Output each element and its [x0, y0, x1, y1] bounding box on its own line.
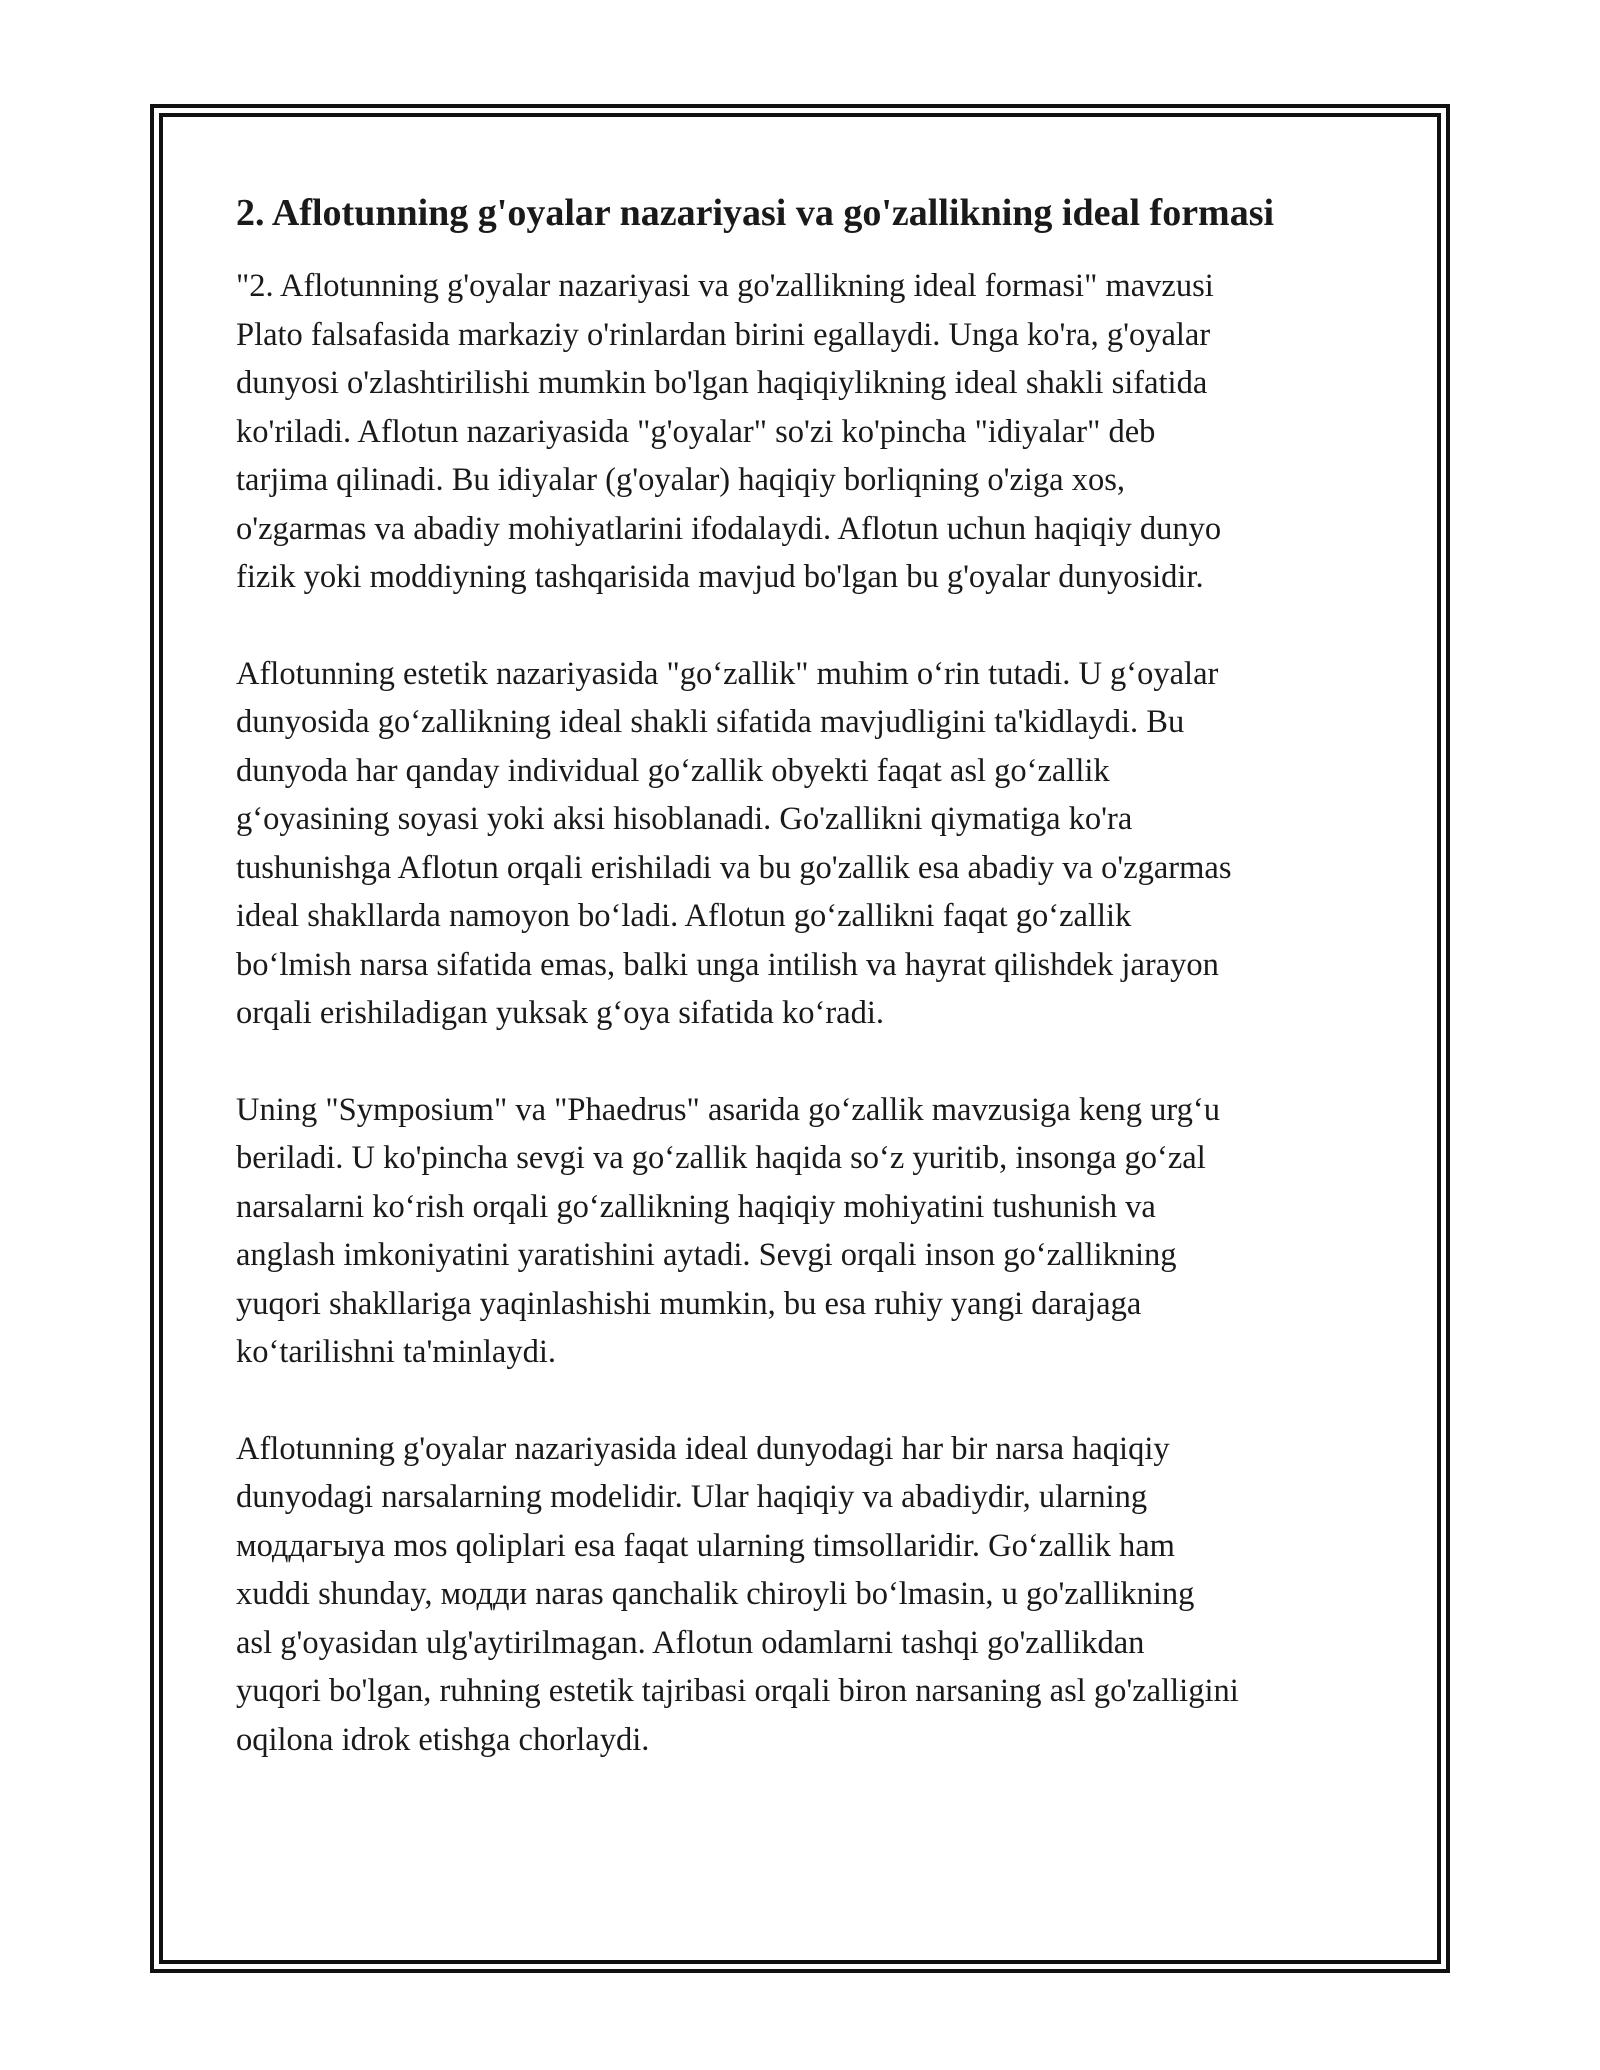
text-line: o'zgarmas va abadiy mohiyatlarini ifodalaydi. Aflotun uchun haqiqiy dunyo	[236, 510, 1222, 547]
text-line: tarjima qilinadi. Bu idiyalar (g'oyalar) haqiqiy borliqning o'ziga xos,	[236, 462, 1126, 498]
text-line: Aflotunning estetik nazariyasida "go‘zallik" muhim o‘rin tutadi. U g‘oyalar	[236, 655, 1219, 692]
text-line: oqilona idrok etishga chorlaydi.	[236, 1721, 650, 1758]
text-line: dunyodagi narsalarning modelidir. Ular haqiqiy va abadiydir, ularning	[236, 1479, 1148, 1515]
text-line: xuddi shunday, модди naras qanchalik chiroyli bo‘lmasin, u go'zallikning	[236, 1576, 1195, 1612]
text-line: ko‘tarilishni ta'minlaydi.	[236, 1334, 556, 1370]
paragraph-3	[236, 1086, 1376, 1377]
text-line: dunyosida go‘zallikning ideal shakli sifatida mavjudligini ta'kidlaydi. Bu	[236, 704, 1185, 740]
paragraph-1	[236, 262, 1376, 602]
text-line: ko'riladi. Aflotun nazariyasida "g'oyalar" so'zi ko'pincha "idiyalar" deb	[236, 413, 1156, 450]
text-line: ideal shakllarda namoyon bo‘ladi. Aflotun go‘zallikni faqat go‘zallik	[236, 898, 1132, 934]
text-line: g‘oyasining soyasi yoki aksi hisoblanadi. Go'zallikni qiymatiga ko'ra	[236, 801, 1133, 837]
text-line: fizik yoki moddiyning tashqarisida mavjud bo'lgan bu g'oyalar dunyosidir.	[236, 559, 1204, 595]
text-line: "2. Aflotunning g'oyalar nazariyasi va go'zallikning ideal formasi" mavzusi	[236, 268, 1214, 304]
text-line: asl g'oyasidan ulg'aytirilmagan. Aflotun odamlarni tashqi go'zallikdan	[236, 1624, 1145, 1661]
text-line: orqali erishiladigan yuksak g‘oya sifatida ko‘radi.	[236, 995, 885, 1031]
text-line: Uning "Symposium" va "Phaedrus" asarida go‘zallik mavzusiga keng urg‘u	[236, 1091, 1220, 1128]
text-line: dunyosi o'zlashtirilishi mumkin bo'lgan haqiqiylikning ideal shakli sifatida	[236, 365, 1208, 401]
document-body	[236, 186, 1376, 1812]
text-line: dunyoda har qanday individual go‘zallik obyekti faqat asl go‘zallik	[236, 752, 1110, 789]
paragraph-4	[236, 1425, 1376, 1765]
text-line: yuqori bo'lgan, ruhning estetik tajribasi orqali biron narsaning asl go'zalligini	[236, 1673, 1239, 1709]
text-line: yuqori shakllariga yaqinlashishi mumkin, bu esa ruhiy yangi darajaga	[236, 1285, 1142, 1322]
text-line: bo‘lmish narsa sifatida emas, balki unga intilish va hayrat qilishdek jarayon	[236, 946, 1219, 983]
paragraph-2	[236, 650, 1376, 1038]
text-line: Aflotunning g'oyalar nazariyasida ideal dunyodagi har bir narsa haqiqiy	[236, 1430, 1170, 1467]
text-line: Plato falsafasida markaziy o'rinlardan birini egallaydi. Unga ko'ra, g'oyalar	[236, 316, 1211, 353]
text-line: моддагыya mos qoliplari esa faqat ularning timsollaridir. Go‘zallik ham	[236, 1527, 1175, 1564]
text-line: narsalarni ko‘rish orqali go‘zallikning haqiqiy mohiyatini tushunish va	[236, 1188, 1156, 1225]
page-title: 2. Aflotunning g'oyalar nazariyasi va go'zallikning ideal formasi	[236, 192, 1275, 234]
text-line: beriladi. U ko'pincha sevgi va go‘zallik haqida so‘z yuritib, insonga go‘zal	[236, 1140, 1206, 1176]
text-line: tushunishga Aflotun orqali erishiladi va bu go'zallik esa abadiy va o'zgarmas	[236, 849, 1232, 886]
text-line: anglash imkoniyatini yaratishini aytadi. Sevgi orqali inson go‘zallikning	[236, 1237, 1177, 1273]
